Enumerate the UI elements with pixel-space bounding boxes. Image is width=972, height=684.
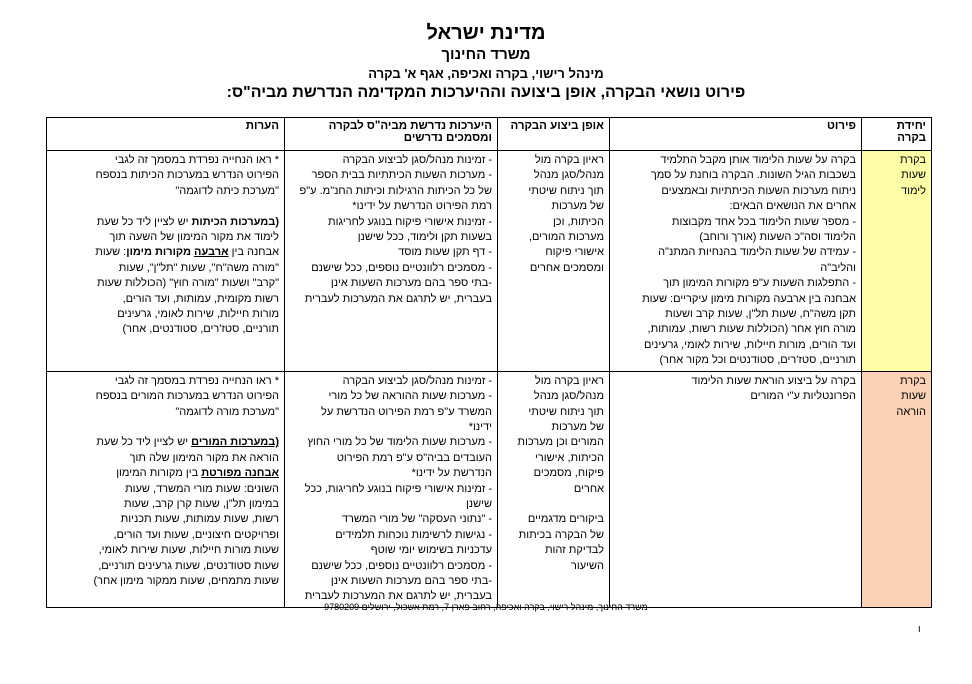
notes-cell: * ראו הנחייה נפרדת במסמך זה לגבי הפירוט הנדרש במערכות המורים בנספח "מערכת מורה לדוגמה" (במערכות המורים יש לציין ליד כל שעת הוראה את מקור המימון שלה תוך אבחנה מפורטת בין מקורות המימון השונים: שעות מורי המשרד, שעות במימון תל"ן, שעות קרן קרב, שעות רשות, שעות עמותות, שעות תכניות ופרויקטים חיצוניים, שעות ועד הורים, שעות מורות חיילות, שעות שירות לאומי, שעות סטודנטים, שעות גרעינים תורניים, שעות מתמחים, שעות ממקור מימון אחר) <box>47 371 285 607</box>
col-header-notes: הערות <box>47 118 285 151</box>
page-footer: משרד החינוך, מינהל רישוי, בקרה ואכיפה, רחוב פארן 7, רמת אשכול, ירושלים 9780209 <box>324 602 648 612</box>
table-header-row <box>47 118 932 151</box>
table-row <box>47 371 932 607</box>
control-topics-table <box>46 117 932 608</box>
col-header-details: פירוט <box>610 118 862 151</box>
state-title: מדינת ישראל <box>426 22 546 44</box>
method-cell: ראיון בקרה מול מנהל/סגן מנהל תוך ניתוח שיטתי של מערכות הכיתות, וכן מערכות המורים, אישורי פיקוח ומסמכים אחרים <box>498 151 610 372</box>
col-header-method: אופן ביצוע הבקרה <box>498 118 610 151</box>
department-title: מינהל רישוי, בקרה ואכיפה, אגף א' בקרה <box>368 66 604 81</box>
col-header-unit: יחידת בקרה <box>862 118 932 151</box>
col-header-preparation: היערכות נדרשת מביה"ס לבקרה ומסמכים נדרשים <box>285 118 498 151</box>
method-cell: ראיון בקרה מול מנהל/סגן מנהל תוך ניתוח שיטתי של מערכות המורים וכן מערכות הכיתות, אישורי פיקוח, מסמכים אחרים ביקורים מדגמיים של הבקרה בכיתות לבדיקת זהות השיעור <box>498 371 610 607</box>
preparation-cell: - זמינות מנהל/סגן לביצוע הבקרה - מערכות שעות ההוראה של כל מורי המשרד ע"פ רמת הפירוט הנדרשת על ידינו* - מערכות שעות הלימוד של כל מורי החוץ העובדים בביה"ס ע"פ רמת הפירוט הנדרשת על ידינו* - זמינות אישורי פיקוח בנוגע לחריגות, ככל שישנן - "נתוני העסקה" של מורי המשרד - נגישות לרשימות נוכחות תלמידים עדכניות בשימוש יומי שוטף - מסמכים רלוונטיים נוספים, ככל שישנם -בתי ספר בהם מערכות השעות אינן בעברית, יש לתרגם את המערכות לעברית <box>285 371 498 607</box>
details-cell: בקרה על שעות הלימוד אותן מקבל התלמיד בשכבות הגיל השונות. הבקרה בוחנת על סמך ניתוח מערכות השעות הכיתתיות ובאמצעים אחרים את הנושאים הבאים: - מספר שעות הלימוד בכל אחד מקבוצות הלימוד וסה"כ השעות (אורך ורוחב) - עמידה של שעות הלימוד בהנחיות המתנ"ה והליב"ה - התפלגות השעות ע"פ מקורות המימון תוך אבחנה בין ארבעה מקורות מימון עיקריים: שעות תקן משה"ח, שעות תל"ן, שעות קרב ושעות מורה חוץ אחר (הכוללות שעות רשות, עמותות, ועד הורים, מורות חיילות, שירות לאומי, גרעינים תורניים, סטז'רים, סטודנטים וכל מקור אחר) <box>610 151 862 372</box>
page-number: ו <box>918 624 921 635</box>
unit-cell: בקרת שעות הוראה <box>862 371 932 607</box>
ministry-title: משרד החינוך <box>441 46 531 63</box>
details-cell: בקרה על ביצוע הוראת שעות הלימוד הפרונטליות ע"י המורים <box>610 371 862 607</box>
preparation-cell: - זמינות מנהל/סגן לביצוע הבקרה - מערכות השעות הכיתתיות בבית הספר של כל הכיתות הרגילות וכיתות החנ"מ. ע"פ רמת הפירוט הנדרשת על ידינו* - זמינות אישורי פיקוח בנוגע לחריגות בשעות תקן ולימוד, ככל שישנן - דף תקן שעות מוסד - מסמכים רלוונטיים נוספים, ככל שישנם -בתי ספר בהם מערכות השעות אינן בעברית, יש לתרגם את המערכות לעברית <box>285 151 498 372</box>
table-row <box>47 151 932 372</box>
document-subject: פירוט נושאי הבקרה, אופן ביצועה וההיערכות המקדימה הנדרשת מביה"ס: <box>226 84 746 101</box>
notes-cell: * ראו הנחייה נפרדת במסמך זה לגבי הפירוט הנדרש במערכות הכיתות בנספח "מערכת כיתה לדוגמה" (במערכות הכיתות יש לציין ליד כל שעת לימוד את מקור המימון של השעה תוך אבחנה בין ארבעה מקורות מימון: שעות "מורה משה"ח", שעות "תל"ן", שעות "קרב" ושעות "מורה חוץ" (הכוללות שעות רשות מקומית, עמותות, ועד הורים, מורות חיילות, שירות לאומי, גרעינים תורניים, סטז'רים, סטודנטים, אחר) <box>47 151 285 372</box>
unit-cell: בקרת שעות לימוד <box>862 151 932 372</box>
